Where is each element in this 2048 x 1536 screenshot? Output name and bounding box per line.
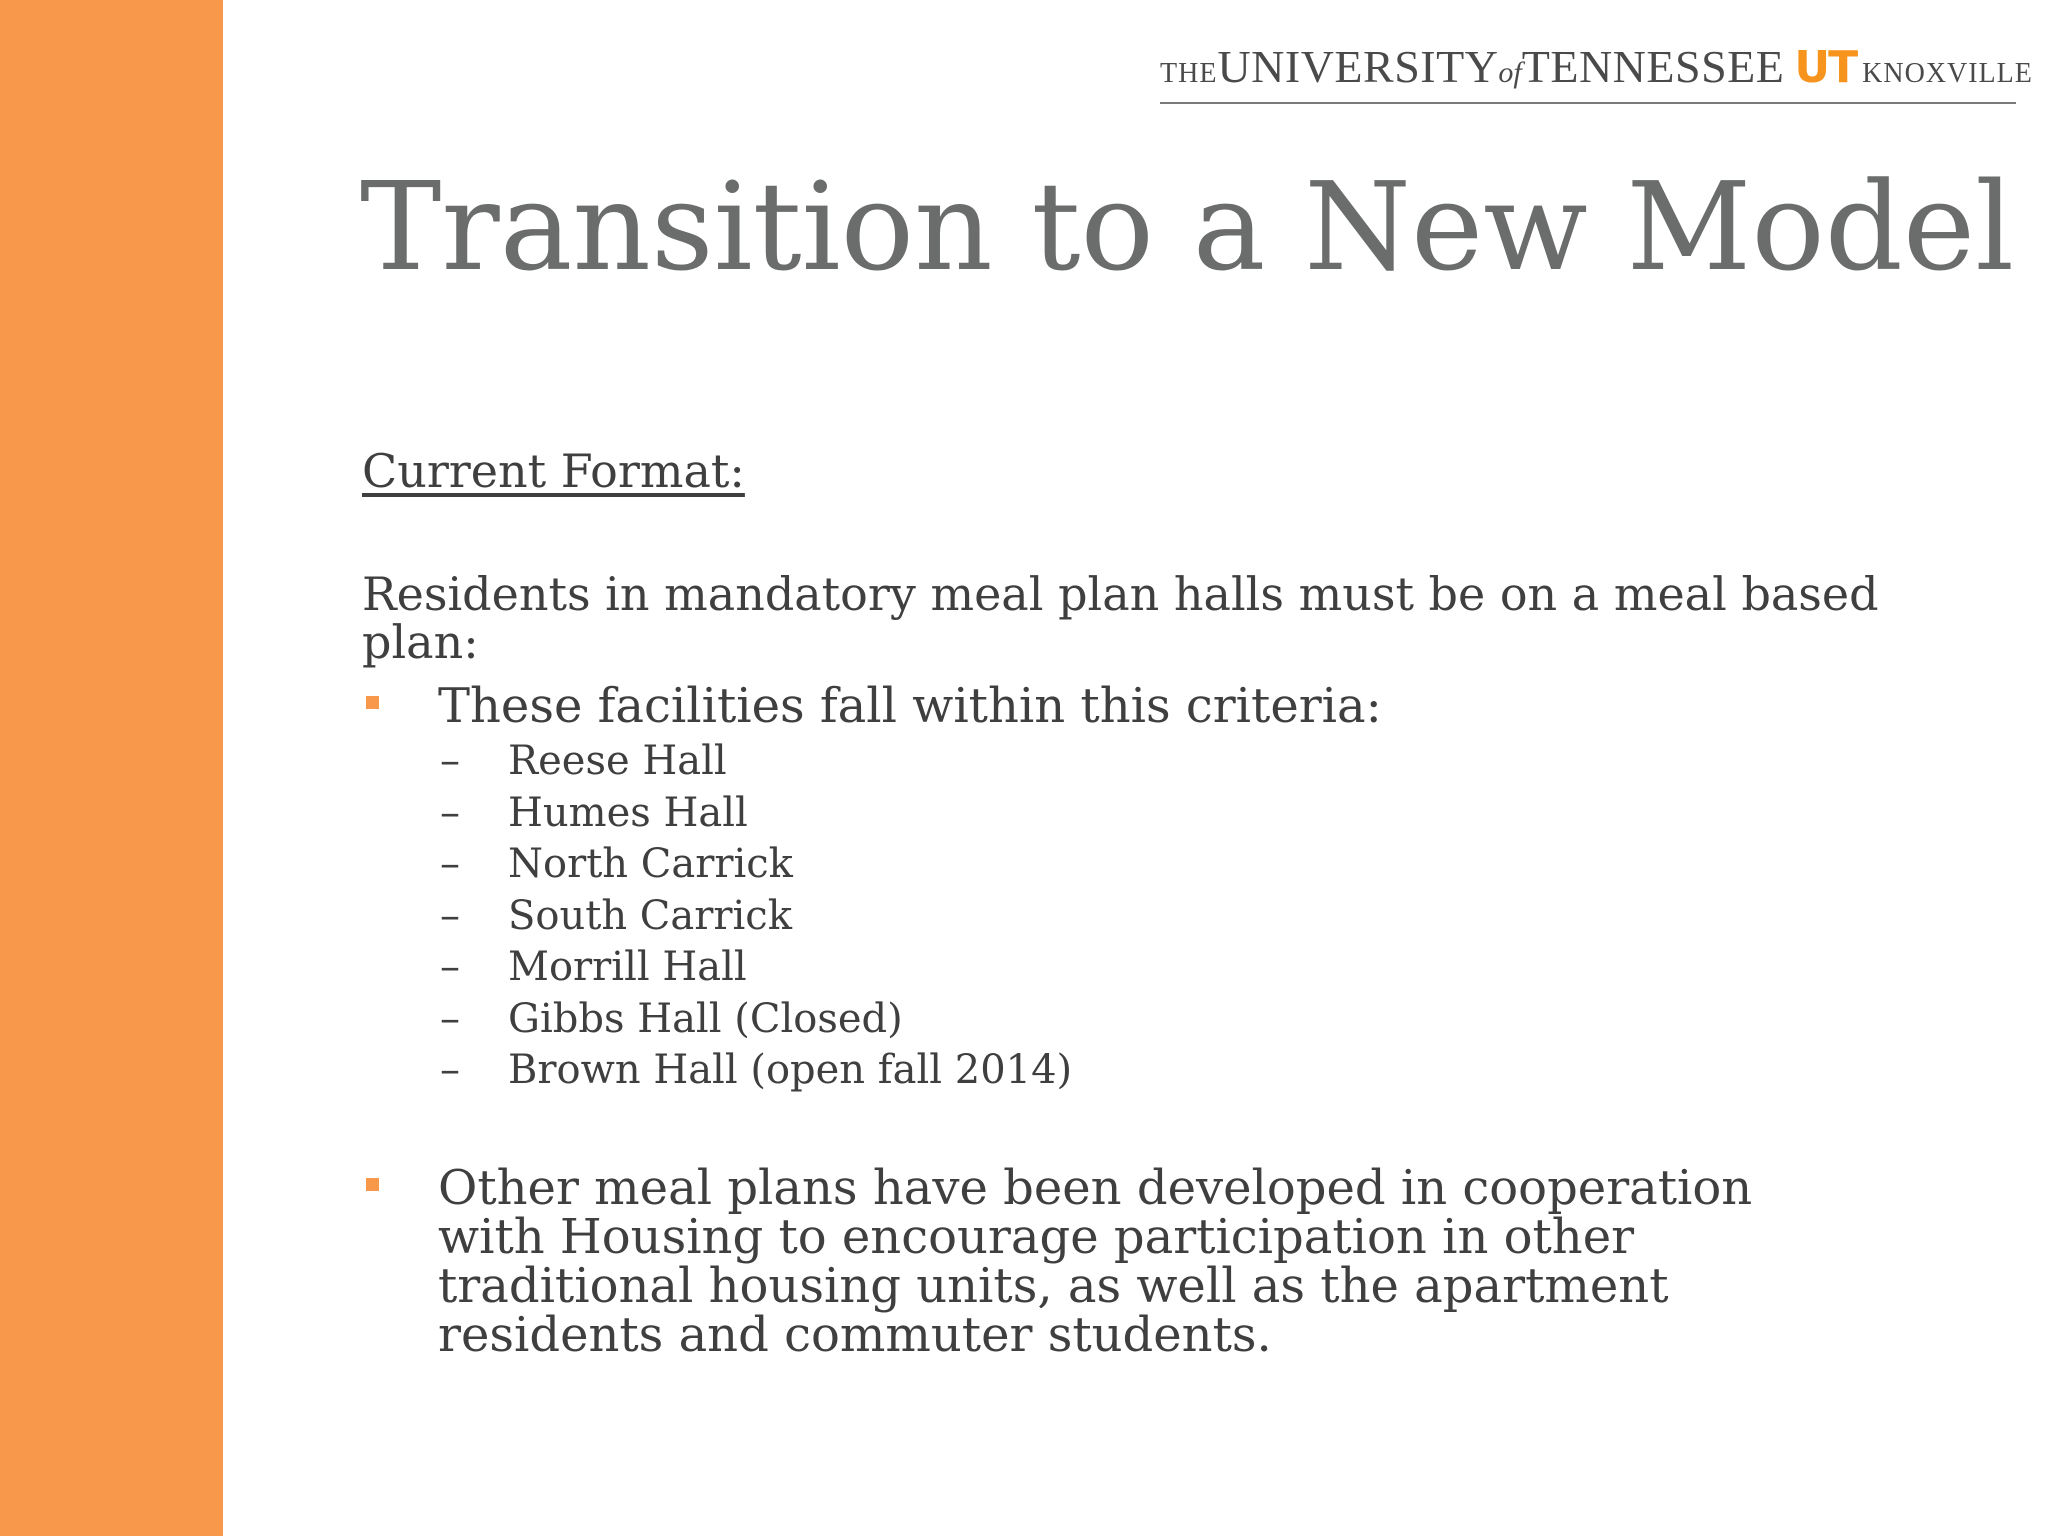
- sub-list-item: [440, 1045, 1072, 1097]
- sub-list-item: [440, 942, 1072, 994]
- logo-of: of: [1498, 56, 1522, 89]
- bullet-item: [362, 678, 1842, 734]
- university-logo: [1160, 41, 2033, 104]
- logo-the: THE: [1160, 58, 1218, 89]
- dash-marker: –: [440, 892, 460, 939]
- ut-logo-icon: UT: [1794, 42, 1857, 93]
- bullet-text: Other meal plans have been developed in cooperation with Housing to encourage participation in other traditional housing units, as well as the apartment residents and commuter students.: [438, 1160, 1753, 1363]
- facility-name: North Carrick: [508, 841, 793, 887]
- bullet-item: [362, 1160, 1842, 1363]
- square-bullet-icon: [366, 1178, 379, 1191]
- facility-name: Gibbs Hall (Closed): [508, 995, 903, 1042]
- dash-marker: –: [440, 1047, 460, 1093]
- dash-marker: –: [440, 738, 460, 784]
- logo-tennessee: TENNESSEE: [1521, 41, 1785, 92]
- sub-list-item: [440, 736, 1072, 788]
- dash-marker: –: [440, 841, 460, 887]
- orange-side-bar: [0, 0, 223, 1536]
- sub-list-item: [440, 839, 1072, 891]
- facility-list: [440, 736, 1072, 1097]
- slide-title: Transition to a New Model: [360, 156, 2015, 298]
- intro-text: Residents in mandatory meal plan halls must be on a meal based plan:: [362, 567, 1879, 669]
- sub-list-item: [440, 994, 1072, 1046]
- dash-marker: –: [440, 995, 460, 1042]
- sub-list-item: [440, 891, 1072, 943]
- facility-name: Humes Hall: [508, 789, 748, 836]
- sub-list-item: [440, 788, 1072, 840]
- square-bullet-icon: [366, 696, 379, 709]
- dash-marker: –: [440, 789, 460, 836]
- logo-university: UNIVERSITY: [1217, 41, 1499, 92]
- facility-name: Brown Hall (open fall 2014): [508, 1047, 1073, 1093]
- section-label: Current Format:: [362, 444, 745, 498]
- facility-name: Morrill Hall: [508, 944, 747, 990]
- facility-name: Reese Hall: [508, 738, 727, 784]
- dash-marker: –: [440, 944, 460, 990]
- bullet-text: These facilities fall within this criteria:: [438, 678, 1382, 734]
- logo-knoxville: KNOXVILLE: [1862, 58, 2033, 89]
- facility-name: South Carrick: [508, 892, 792, 939]
